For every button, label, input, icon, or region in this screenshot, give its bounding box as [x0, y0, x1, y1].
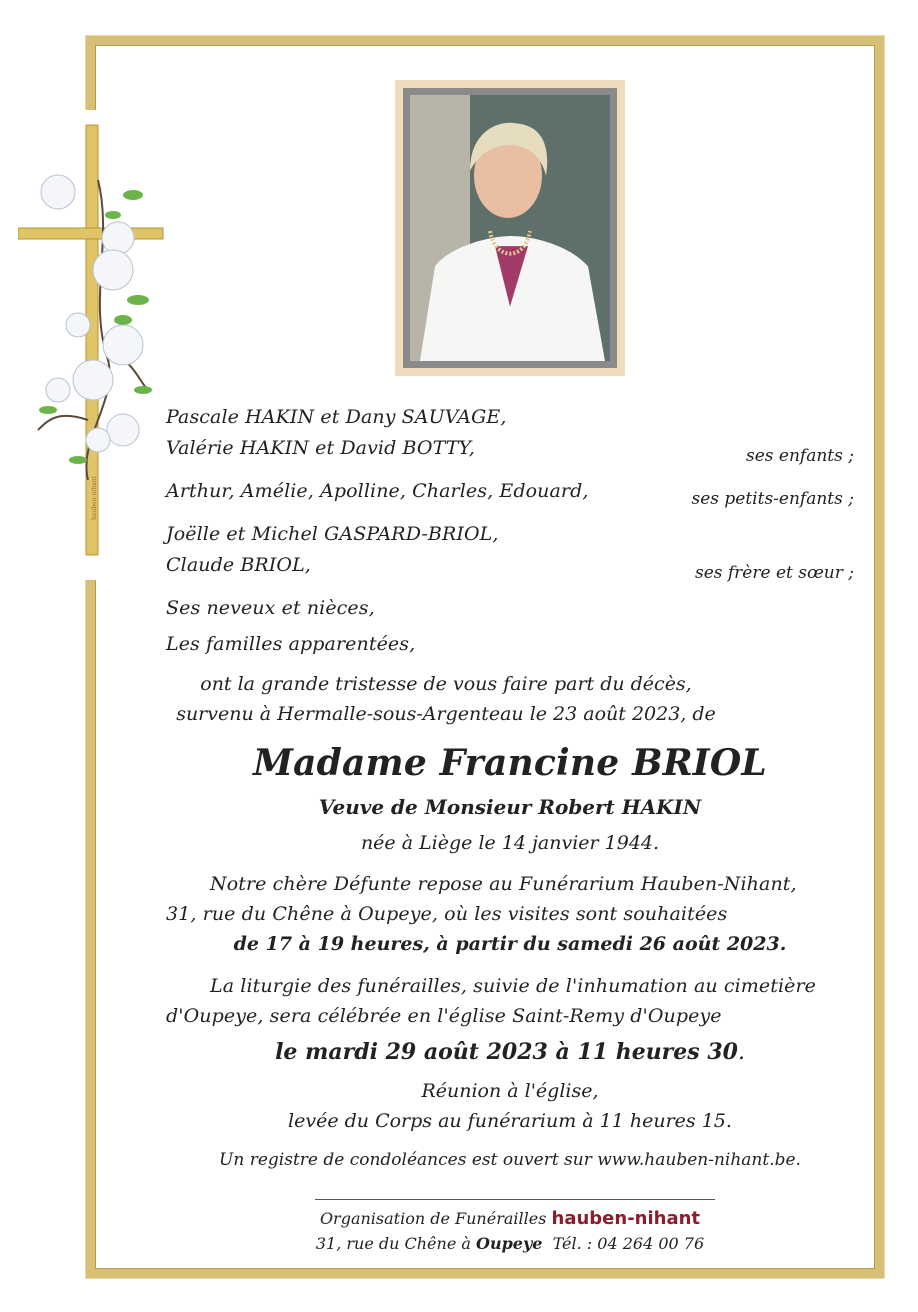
- footer-organisation: [120, 1208, 900, 1229]
- address-city: Oupeye: [476, 1234, 543, 1253]
- funeral-date-dot: .: [737, 1040, 745, 1065]
- family-line-1: Pascale HAKIN et Dany SAUVAGE,: [166, 406, 507, 428]
- org-label: Organisation de Funérailles: [319, 1209, 547, 1228]
- visits-line-2: 31, rue du Chêne à Oupeye, où les visites sont souhaitées: [166, 903, 728, 925]
- deceased-name: Madame Francine BRIOL: [253, 742, 767, 784]
- footer-divider: [315, 1199, 715, 1200]
- meeting-line: Réunion à l'église,: [421, 1080, 599, 1102]
- birth-info: née à Liège le 14 janvier 1944.: [360, 832, 660, 854]
- announcement-line-2: survenu à Hermalle-sous-Argenteau le 23 août 2023, de: [176, 703, 716, 725]
- siblings-line-2: Claude BRIOL,: [166, 554, 311, 576]
- family-line-2: Valérie HAKIN et David BOTTY,: [166, 437, 475, 459]
- footer-address: [120, 1234, 900, 1253]
- siblings-line-1: Joëlle et Michel GASPARD-BRIOL,: [166, 523, 499, 545]
- visits-line-1: Notre chère Défunte repose au Funérarium Hauben-Nihant,: [210, 873, 797, 895]
- portrait-frame: [395, 80, 625, 376]
- funeral-line-1: La liturgie des funérailles, suivie de l'inhumation au cimetière: [210, 975, 817, 997]
- widow-of: Veuve de Monsieur Robert HAKIN: [318, 795, 702, 819]
- nephews-line: Ses neveux et nièces,: [166, 597, 375, 619]
- portrait-photo: [410, 95, 610, 361]
- address-prefix: 31, rue du Chêne à: [315, 1234, 471, 1253]
- registry-line: Un registre de condoléances est ouvert sur www.hauben-nihant.be.: [219, 1150, 801, 1170]
- phone-number: Tél. : 04 264 00 76: [552, 1234, 705, 1253]
- brand-logo: hauben-nihant: [551, 1208, 701, 1229]
- relation-children: ses enfants ;: [746, 446, 854, 466]
- levee-line: levée du Corps au funérarium à 11 heures 15.: [288, 1110, 732, 1132]
- cross-with-flowers-icon: [18, 120, 168, 560]
- relation-grandchildren: ses petits-enfants ;: [691, 489, 854, 509]
- relation-siblings: ses frère et sœur ;: [694, 563, 854, 583]
- funeral-line-2: d'Oupeye, sera célébrée en l'église Saint-Remy d'Oupeye: [166, 1005, 722, 1027]
- funeral-date: le mardi 29 août 2023 à 11 heures 30: [275, 1039, 738, 1065]
- funeral-date-block: [120, 1039, 900, 1065]
- cross-label: hauben-nihant: [91, 475, 98, 520]
- visits-hours: de 17 à 19 heures, à partir du samedi 26 août 2023.: [233, 933, 787, 955]
- families-line: Les familles apparentées,: [166, 633, 416, 655]
- announcement-line-1: ont la grande tristesse de vous faire part du décès,: [200, 673, 692, 695]
- grandchildren-line: Arthur, Amélie, Apolline, Charles, Edouard,: [166, 480, 589, 502]
